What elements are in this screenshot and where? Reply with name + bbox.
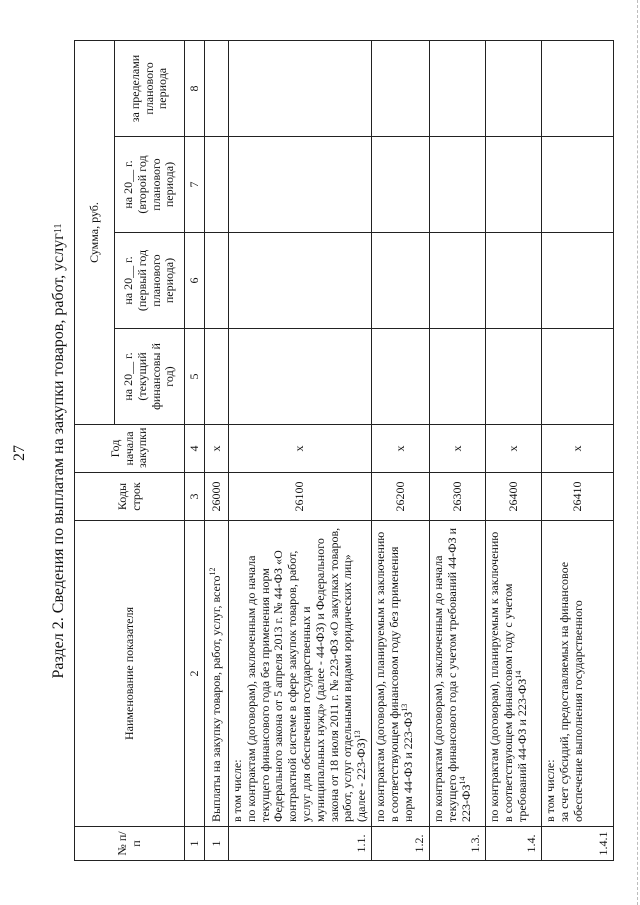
- table-row: [429, 40, 485, 860]
- header-col6: на 20__ г. (первый год планового периода): [115, 233, 185, 329]
- row-num: 1.1.: [229, 827, 372, 861]
- row-code: 26200: [371, 473, 429, 521]
- row-sum-col8: [541, 40, 613, 136]
- row-code: 26100: [229, 473, 372, 521]
- row-name: [229, 521, 372, 827]
- row-intro: в том числе:: [542, 759, 557, 822]
- header-col7: на 20__ г. (второй год планового периода): [115, 137, 185, 233]
- row-sum-col8: [205, 40, 229, 136]
- row-sum-col6: [229, 233, 372, 329]
- row-sum-col5: [229, 329, 372, 425]
- row-name: [205, 521, 229, 827]
- row-name-text: по контрактам (договорам), заключенным до начала текущего финансового года без применения норм Федерального закона от 5 апреля 2013 г. № 44-ФЗ «О контрактной системе в сфере закупок товаров, работ, услуг для обеспечения государственных и муниципальных нужд» (далее - 44-ФЗ) и Федерального закона от 18 июля 2011 г. № 223-ФЗ «О закупках товаров, работ, услуг отдельными видами юридических лиц» (далее - 223-ФЗ): [243, 527, 369, 822]
- row-code: 26000: [205, 473, 229, 521]
- row-sum-col8: [429, 40, 485, 136]
- row-sum-col6: [205, 233, 229, 329]
- rotated-page-content: [44, 41, 634, 861]
- row-num: 1.4.1: [541, 827, 613, 861]
- row-sum-col7: [229, 137, 372, 233]
- header-codes: Коды строк: [75, 473, 185, 521]
- row-sum-col8: [371, 40, 429, 136]
- page-edge-dashed-line: [637, 0, 638, 905]
- table-row: [229, 40, 372, 860]
- col-number: 7: [185, 137, 205, 233]
- header-col8: за пределами планового периода: [115, 40, 185, 136]
- row-year: x: [229, 425, 372, 473]
- row-num: 1.2.: [371, 827, 429, 861]
- header-sum: Сумма, руб.: [75, 40, 115, 424]
- row-sum-col7: [541, 137, 613, 233]
- table-row: [485, 40, 541, 860]
- row-sum-col7: [485, 137, 541, 233]
- header-row-top: [75, 40, 115, 860]
- row-name: [485, 521, 541, 827]
- section-title: Раздел 2. Сведения по выплатам на закупки товаров, работ, услуг 11: [50, 223, 67, 679]
- row-sum-col7: [371, 137, 429, 233]
- row-code: 26400: [485, 473, 541, 521]
- row-sum-col7: [429, 137, 485, 233]
- row-name: [371, 521, 429, 827]
- header-col5: на 20__ г. (текущий финансовы й год): [115, 329, 185, 425]
- row-year: x: [205, 425, 229, 473]
- row-num: 1.3.: [429, 827, 485, 861]
- row-name-text: Выплаты на закупку товаров, работ, услуг, всего: [208, 575, 223, 822]
- col-number: 5: [185, 329, 205, 425]
- col-number: 6: [185, 233, 205, 329]
- row-footnote: 14: [457, 776, 467, 785]
- table-row: [205, 40, 229, 860]
- row-sum-col6: [541, 233, 613, 329]
- table-row: [541, 40, 613, 860]
- row-year: x: [429, 425, 485, 473]
- purchases-table: [74, 40, 614, 861]
- section-title-text: Раздел 2. Сведения по выплатам на закупки товаров, работ, услуг: [50, 233, 67, 679]
- row-footnote: 12: [207, 567, 217, 576]
- row-sum-col5: [485, 329, 541, 425]
- header-num: № п/п: [75, 827, 185, 861]
- row-sum-col8: [485, 40, 541, 136]
- row-sum-col6: [371, 233, 429, 329]
- row-sum-col6: [429, 233, 485, 329]
- row-name-text: по контрактам (договорам), планируемым к заключению в соответствующем финансовом году с учетом требований 44-ФЗ и 223-ФЗ: [486, 531, 529, 822]
- row-year: x: [541, 425, 613, 473]
- header-year: Год начала закупки: [75, 425, 185, 473]
- row-year: x: [371, 425, 429, 473]
- row-footnote: 14: [513, 670, 523, 679]
- col-number: 4: [185, 425, 205, 473]
- row-name: [541, 521, 613, 827]
- row-sum-col5: [429, 329, 485, 425]
- row-intro: в том числе:: [230, 759, 244, 822]
- col-number: 8: [185, 40, 205, 136]
- row-sum-col5: [205, 329, 229, 425]
- row-sum-col5: [541, 329, 613, 425]
- row-sum-col5: [371, 329, 429, 425]
- row-footnote: 13: [353, 730, 363, 739]
- row-code: 26300: [429, 473, 485, 521]
- row-code: 26410: [541, 473, 613, 521]
- row-sum-col8: [229, 40, 372, 136]
- row-year: x: [485, 425, 541, 473]
- col-number: 2: [185, 521, 205, 827]
- row-sum-col6: [485, 233, 541, 329]
- row-name-text: по контрактам (договорам), планируемым к заключению в соответствующем финансовом году без применения норм 44-ФЗ и 223-ФЗ: [372, 531, 415, 822]
- row-num: 1: [205, 827, 229, 861]
- row-name-text: по контрактам (договорам), заключенным до начала текущего финансового года с учетом требований 44-ФЗ и 223-ФЗ: [430, 528, 473, 822]
- row-name: [429, 521, 485, 827]
- row-num: 1.4.: [485, 827, 541, 861]
- table-row: [371, 40, 429, 860]
- column-numbers-row: [185, 40, 205, 860]
- row-footnote: 13: [399, 703, 409, 712]
- page-number: 27: [11, 445, 28, 461]
- col-number: 3: [185, 473, 205, 521]
- header-name: Наименование показателя: [75, 521, 185, 827]
- col-number: 1: [185, 827, 205, 861]
- row-name-text: за счет субсидий, предоставляемых на финансовое обеспечение выполнения государственного: [556, 561, 585, 822]
- row-sum-col7: [205, 137, 229, 233]
